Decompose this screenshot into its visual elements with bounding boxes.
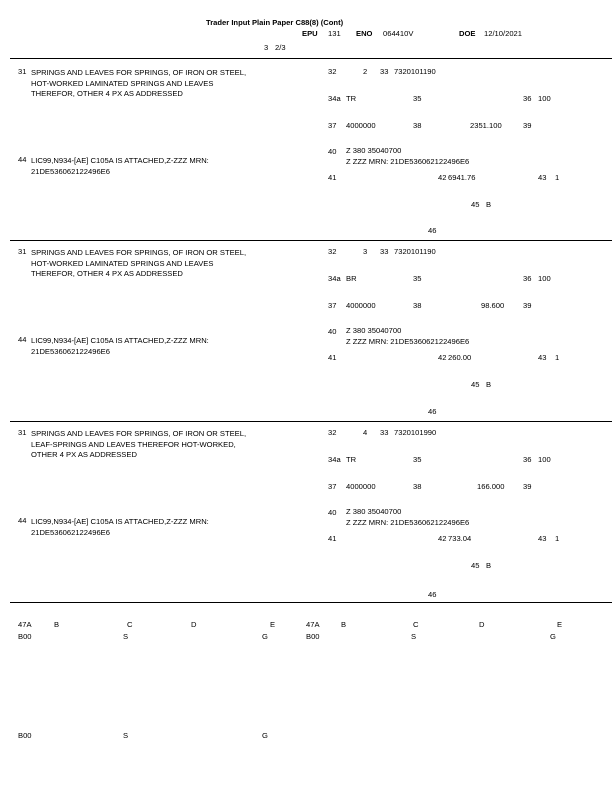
box-42-label: 42 [438,173,447,182]
preference-code: 100 [538,94,551,103]
preference-code: 100 [538,274,551,283]
additional-information-line: 21DE536062122496E6 [31,166,110,176]
additional-information-line: LIC99,N934-[AE] C105A IS ATTACHED,Z-ZZZ MRN: [31,517,209,526]
tax-type-code: B00 [18,632,32,641]
box-32-label: 32 [328,247,337,256]
net-mass: 2351.100 [470,121,502,130]
box-46-label: 46 [428,407,437,416]
goods-item-block [0,240,612,421]
additional-information-line: LIC99,N934-[AE] C105A IS ATTACHED,Z-ZZZ MRN: [31,336,209,345]
box-45-label: 45 [471,561,480,570]
box-36-label: 36 [523,274,532,283]
box-35-label: 35 [413,94,422,103]
item-number: 2 [363,67,368,76]
box-41-label: 41 [328,173,337,182]
box-46-label: 46 [428,590,437,599]
box-45-label: 45 [471,200,480,209]
origin-country: TR [346,455,357,464]
additional-information [31,517,209,538]
tax-method-code: G [550,632,556,641]
box-43-label: 43 [538,173,547,182]
adjustment-code: B [486,561,492,570]
tax-column-c: C [127,620,133,629]
box-39-label: 39 [523,121,532,130]
box-42-label: 42 [438,353,447,362]
box-41-label: 41 [328,534,337,543]
previous-document [346,146,469,167]
description-line: SPRINGS AND LEAVES FOR SPRINGS, OF IRON OR STEEL, [31,68,247,77]
box-38-label: 38 [413,301,422,310]
preference-code: 100 [538,455,551,464]
box-32-label: 32 [328,428,337,437]
box-47a-label: 47A [18,620,32,629]
net-mass: 166.000 [477,482,505,491]
box-36-label: 36 [523,455,532,464]
box-37-label: 37 [328,301,337,310]
adjustment-code: B [486,380,492,389]
tax-column-e: E [270,620,276,629]
description-line: OTHER 4 PX AS ADDRESSED [31,450,137,460]
goods-description [31,248,246,280]
goods-description [31,68,246,100]
tax-column-b: B [341,620,347,629]
box-40-label: 40 [328,147,337,156]
box-43-label: 43 [538,534,547,543]
goods-item-block [0,60,612,240]
additional-information-line: 21DE536062122496E6 [31,346,110,356]
box-32-label: 32 [328,67,337,76]
description-line: SPRINGS AND LEAVES FOR SPRINGS, OF IRON OR STEEL, [31,248,247,257]
additional-information [31,156,209,177]
adjustment-code: B [486,200,492,209]
epu-value: 131 [328,29,341,38]
tax-base-code: S [411,632,417,641]
item-number: 4 [363,428,368,437]
box-41-label: 41 [328,353,337,362]
box-33-label: 33 [380,428,389,437]
box-40-label: 40 [328,327,337,336]
description-line: THEREFOR, OTHER 4 PX AS ADDRESSED [31,269,183,279]
item-price: 260.00 [448,353,472,362]
description-line: HOT-WORKED LAMINATED SPRINGS AND LEAVES [31,258,214,268]
box-31-label: 31 [18,67,27,76]
tax-base-code: S [123,731,129,740]
box-37-label: 37 [328,482,337,491]
box-31-label: 31 [18,247,27,256]
tax-base-code: S [123,632,129,641]
valuation-method: 1 [555,173,560,182]
net-mass: 98.600 [481,301,505,310]
doe-value: 12/10/2021 [484,29,523,38]
page-number: 2/3 [275,43,286,52]
valuation-method: 1 [555,534,560,543]
previous-document-line: Z ZZZ MRN: 21DE536062122496E6 [346,517,470,527]
form-title: Trader Input Plain Paper C88(8) (Cont) [206,18,344,27]
box-35-label: 35 [413,455,422,464]
previous-document-line: Z 380 35040700 [346,507,402,516]
page-box-number: 3 [264,43,269,52]
box-43-label: 43 [538,353,547,362]
box-37-label: 37 [328,121,337,130]
header-divider [10,58,612,59]
box-42-label: 42 [438,534,447,543]
item-price: 733.04 [448,534,472,543]
procedure-code: 4000000 [346,121,376,130]
tax-column-d: D [479,620,485,629]
box-36-label: 36 [523,94,532,103]
origin-country: TR [346,94,357,103]
additional-information-line: LIC99,N934-[AE] C105A IS ATTACHED,Z-ZZZ MRN: [31,156,209,165]
description-line: SPRINGS AND LEAVES FOR SPRINGS, OF IRON OR STEEL, [31,429,247,438]
additional-information-line: 21DE536062122496E6 [31,527,110,537]
item-divider [10,602,612,603]
box-39-label: 39 [523,482,532,491]
description-line: HOT-WORKED LAMINATED SPRINGS AND LEAVES [31,78,214,88]
procedure-code: 4000000 [346,301,376,310]
description-line: THEREFOR, OTHER 4 PX AS ADDRESSED [31,89,183,99]
box-35-label: 35 [413,274,422,283]
tax-type-code: B00 [306,632,320,641]
description-line: LEAF-SPRINGS AND LEAVES THEREFOR HOT-WORKED, [31,439,236,449]
box-44-label: 44 [18,335,27,344]
box-34a-label: 34a [328,274,341,283]
box-45-label: 45 [471,380,480,389]
previous-document-line: Z 380 35040700 [346,146,402,155]
tax-column-d: D [191,620,197,629]
commodity-code: 7320101190 [394,247,436,256]
tax-column-c: C [413,620,419,629]
previous-document [346,326,469,347]
box-46-label: 46 [428,226,437,235]
box-44-label: 44 [18,516,27,525]
goods-description [31,429,246,461]
tax-column-b: B [54,620,60,629]
tax-method-code: G [262,731,268,740]
box-33-label: 33 [380,67,389,76]
epu-label: EPU [302,29,318,38]
procedure-code: 4000000 [346,482,376,491]
box-38-label: 38 [413,482,422,491]
additional-information [31,336,209,357]
box-38-label: 38 [413,121,422,130]
eno-value: 064410V [383,29,414,38]
item-number: 3 [363,247,368,256]
box-34a-label: 34a [328,455,341,464]
box-31-label: 31 [18,428,27,437]
previous-document [346,507,469,528]
tax-column-e: E [557,620,563,629]
box-39-label: 39 [523,301,532,310]
box-44-label: 44 [18,155,27,164]
item-price: 6941.76 [448,173,476,182]
commodity-code: 7320101190 [394,67,436,76]
previous-document-line: Z ZZZ MRN: 21DE536062122496E6 [346,336,470,346]
box-33-label: 33 [380,247,389,256]
commodity-code: 7320101990 [394,428,437,437]
origin-country: BR [346,274,357,283]
tax-method-code: G [262,632,268,641]
box-34a-label: 34a [328,94,341,103]
previous-document-line: Z ZZZ MRN: 21DE536062122496E6 [346,156,470,166]
previous-document-line: Z 380 35040700 [346,326,402,335]
tax-type-code: B00 [18,731,32,740]
eno-label: ENO [356,29,373,38]
valuation-method: 1 [555,353,560,362]
goods-item-block [0,421,612,602]
doe-label: DOE [459,29,476,38]
box-47a-label: 47A [306,620,320,629]
box-40-label: 40 [328,508,337,517]
